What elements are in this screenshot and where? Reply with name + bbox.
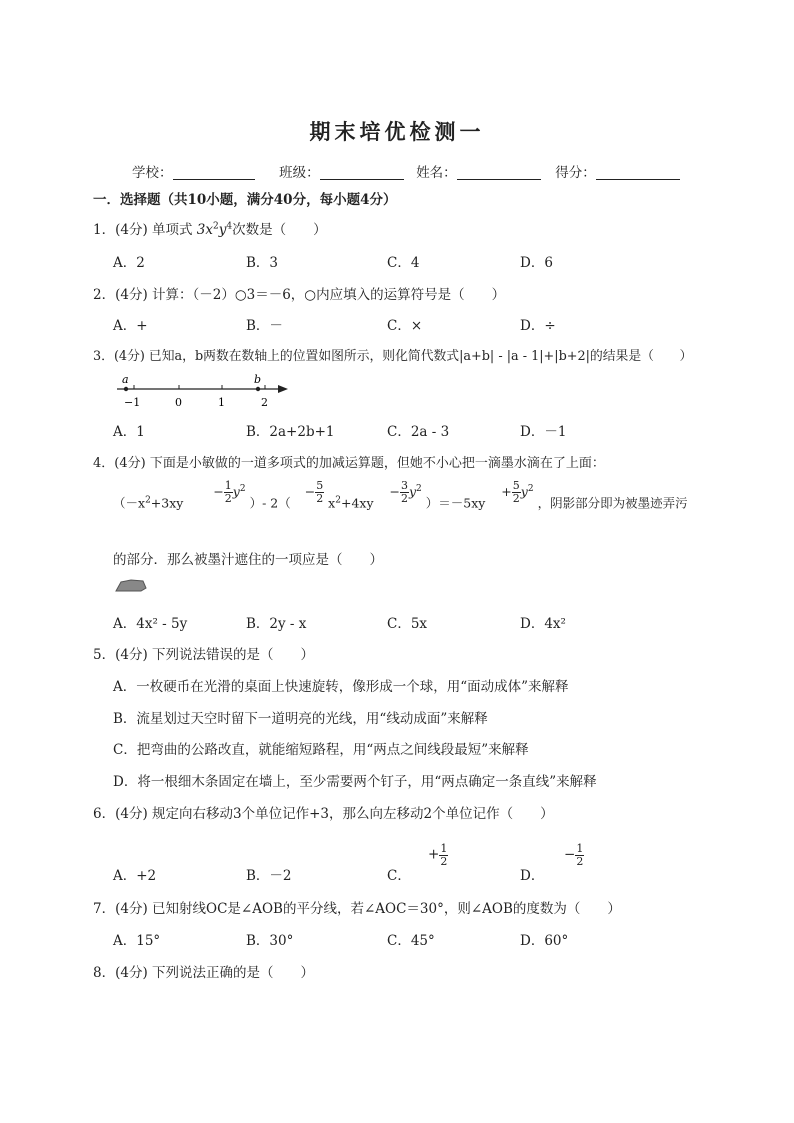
q4-frac1: $\frac{1}{2}$ [224,479,232,505]
q1-option-d[interactable]: D．6 [520,255,553,271]
q6-option-c[interactable]: C． [387,868,411,884]
q1-exp2: 4 [226,221,233,232]
q4-term2: ）- 2（ [249,495,291,511]
q4-frac4-sign: + [501,483,512,499]
q4-frac3-exp: 2 [416,483,422,494]
tick-label-0: 0 [175,396,182,409]
info-line [132,161,680,181]
q3-option-a[interactable]: A．1 [113,424,145,440]
q6-c-frac: $\frac{1}{2}$ [440,842,448,868]
q4-term4: ）＝－5xy [425,495,486,511]
q4-term5: ，阴影部分即为被墨迹弄污 [537,495,688,511]
q4-frac2-group [304,479,328,505]
q4-term1b: +3xy [150,495,184,511]
school-label: 学校： [132,165,173,181]
label-a: a [122,373,129,386]
q4-option-b[interactable]: B．2y - x [246,616,307,632]
q4-frac4: $\frac{5}{2}$ [512,479,520,505]
q4-frac2: $\frac{5}{2}$ [316,479,324,505]
q7-option-b[interactable]: B．30° [246,933,294,949]
q7-option-c[interactable]: C．45° [387,933,435,949]
q6-c-sign: + [428,846,440,863]
q4-frac1-exp: 2 [239,483,246,494]
question-8: 8．(4分) 下列说法正确的是（ ） [93,965,315,981]
tick-label-1: 1 [218,396,225,409]
q5-option-a[interactable]: A．一枚硬币在光滑的桌面上快速旋转，像形成一个球，用“面动成体”来解释 [113,679,569,695]
q1-exp1: 2 [213,221,219,232]
q4-term3b: +4xy [340,495,374,511]
q4-frac3-sign: − [389,483,400,499]
question-3: 3．(4分) 已知a，b两数在数轴上的位置如图所示，则化简代数式|a+b| - |a - 1|+|b+2|的结果是（ ） [93,349,693,364]
q4-term3: x [328,495,336,511]
tick-label-2: 2 [261,396,268,409]
q1-prefix: 1．(4分) 单项式 [93,222,197,238]
q4-frac4-var: y [520,483,528,499]
q6-d-sign: − [564,846,576,863]
q4-term1-exp: 2 [145,495,151,506]
ink-blot-icon [113,576,149,594]
tick-label-neg1: −1 [124,396,141,409]
question-7: 7．(4分) 已知射线OC是∠AOB的平分线，若∠AOC＝30°，则∠AOB的度数为（ ） [93,901,621,917]
q6-option-b[interactable]: B．－2 [246,868,292,884]
q4-term1: （－x [113,495,146,511]
q6-option-d-value[interactable] [564,843,584,867]
number-line-arrow [278,385,288,393]
q4-frac4-group [501,479,537,505]
school-blank[interactable] [173,165,255,180]
q5-option-c[interactable]: C．把弯曲的公路改直，就能缩短路程，用“两点之间线段最短”来解释 [113,742,529,758]
question-4: 4．(4分) 下面是小敏做的一道多项式的加减运算题，但她不小心把一滴墨水滴在了上面： [93,456,605,471]
q3-option-d[interactable]: D．－1 [520,424,567,440]
q4-option-c[interactable]: C．5x [387,616,428,632]
q4-expression [113,479,688,516]
q6-option-a[interactable]: A．+2 [113,868,157,884]
q1-expr: 3x [196,222,213,238]
q2-option-d[interactable]: D．÷ [520,318,556,334]
point-b [256,387,260,391]
q1-option-b[interactable]: B．3 [246,255,279,271]
q5-option-b[interactable]: B．流星划过天空时留下一道明亮的光线，用“线动成面”来解释 [113,711,488,727]
q4-frac1-var: y [232,483,240,499]
q7-option-a[interactable]: A．15° [113,933,161,949]
q6-d-frac: $\frac{1}{2}$ [576,842,584,868]
score-blank[interactable] [596,165,680,180]
class-label: 班级： [279,165,320,181]
q3-option-c[interactable]: C．2a - 3 [387,424,450,440]
q1-suffix: 次数是（ ） [232,222,327,238]
score-label: 得分： [555,165,596,181]
q4-frac1-sign: − [213,483,224,499]
label-b: b [254,373,262,386]
q2-option-a[interactable]: A．+ [113,318,148,334]
q4-term3-exp: 2 [335,495,341,506]
q4-frac4-exp: 2 [527,483,534,494]
q4-frac2-sign: − [304,483,316,499]
q2-option-c[interactable]: C．× [387,318,423,334]
q1-y: y [218,222,227,238]
q5-option-d[interactable]: D．将一根细木条固定在墙上，至少需要两个钉子，用“两点确定一条直线”来解释 [113,774,597,790]
q4-frac1-group [213,479,249,505]
q7-option-d[interactable]: D．60° [520,933,569,949]
point-a [124,387,128,391]
q4-option-d[interactable]: D．4x² [520,616,566,632]
q4-line2: 的部分．那么被墨汁遮住的一项应是（ ） [113,552,383,568]
class-blank[interactable] [320,165,404,180]
q6-option-d[interactable]: D． [520,868,545,884]
q1-option-a[interactable]: A．2 [113,255,145,271]
number-line-figure [112,372,292,412]
q3-option-b[interactable]: B．2a+2b+1 [246,424,335,440]
q4-option-a[interactable]: A．4x² - 5y [113,616,188,632]
q6-option-c-value[interactable] [428,843,448,867]
name-label: 姓名： [416,165,457,181]
question-1 [93,218,327,238]
q2-option-b[interactable]: B．－ [246,318,283,334]
q4-frac3: $\frac{3}{2}$ [400,479,408,505]
q1-option-c[interactable]: C．4 [387,255,420,271]
question-5: 5．(4分) 下列说法错误的是（ ） [93,647,315,663]
q4-frac3-var: y [408,483,417,499]
question-6: 6．(4分) 规定向右移动3个单位记作+3，那么向左移动2个单位记作（ ） [93,806,554,822]
name-blank[interactable] [457,165,541,180]
question-2: 2．(4分) 计算：（－2）○3＝－6，○内应填入的运算符号是（ ） [93,287,506,303]
page-title: 期末培优检测一 [309,120,485,144]
section-heading: 一．选择题（共10小题，满分40分，每小题4分） [93,192,397,208]
q4-frac3-group [389,479,425,505]
